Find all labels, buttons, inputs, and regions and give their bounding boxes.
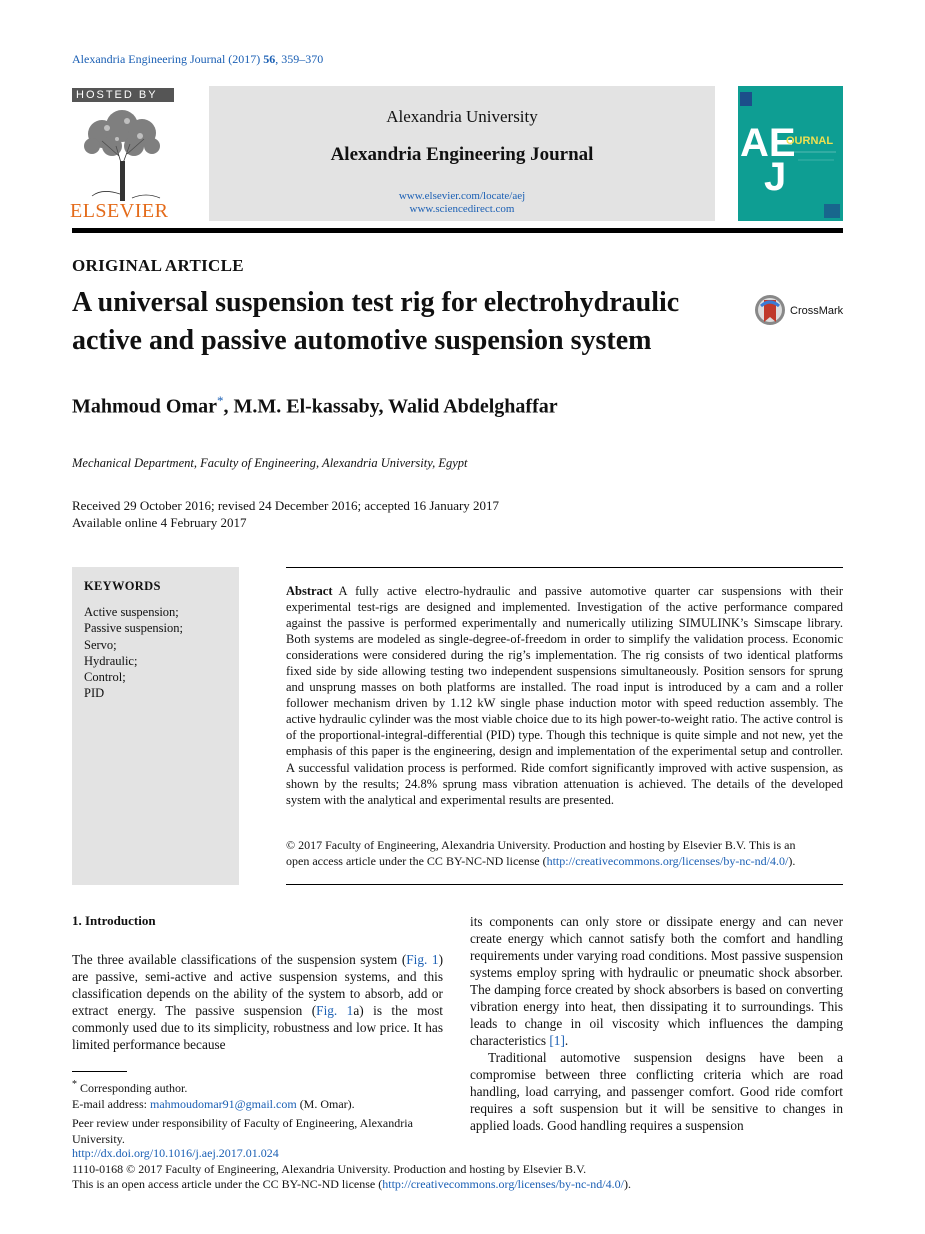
intro-left-column [72,951,443,1053]
received-dates: Received 29 October 2016; revised 24 December 2016; accepted 16 January 2017 [72,498,500,513]
available-online-date: Available online 4 February 2017 [72,515,247,530]
email-label: E-mail address: [72,1096,150,1111]
cover-ae-letters: AE [740,121,796,165]
email-suffix: (M. Omar). [296,1096,355,1111]
crossmark-icon [754,294,786,328]
abstract-copyright [286,837,843,869]
reference-1-link[interactable]: [1] [549,1033,565,1048]
intro-text: ) are passive, semi-active and active suspension systems, and this classification depends on the ability of the system to absorb, add or extract energy. The passive suspension ( [72,952,443,1018]
keywords-box [72,567,239,885]
keyword-item: Servo; [84,637,117,652]
journal-reference[interactable] [72,52,323,67]
keyword-item: Control; [84,670,126,685]
journal-cover-art-icon [738,86,843,221]
intro-paragraph: Traditional automotive suspension designs have been a compromise between three conflicting criteria which are road handling, load carrying, and passenger comfort. Good ride comfort requires a soft suspension but it will be sensitive to changes in applied loads. Good handling requires a suspension [470,1050,843,1133]
doi-link[interactable]: http://dx.doi.org/10.1016/j.aej.2017.01.024 [72,1146,279,1160]
keywords-list [84,604,183,702]
introduction-heading: 1. Introduction [72,913,156,928]
article-dates [72,497,499,531]
footnotes [72,1077,443,1147]
figure-1-link[interactable]: Fig. 1 [406,952,439,967]
license-close: ). [788,854,796,868]
author-email-link[interactable]: mahmoudomar91@gmail.com [149,1096,297,1111]
footnote-rule [72,1071,127,1072]
journal-header [72,86,843,222]
license-line [286,853,843,869]
intro-text: a) is the most commonly used due to its simplicity, robustness and low price. It has limited performance because [72,1003,443,1052]
article-title: A universal suspension test rig for electrohydraulic active and passive automotive suspension system [72,287,680,356]
journal-title-box [209,86,715,221]
keyword-item: Hydraulic; [84,653,138,668]
affiliation: Mechanical Department, Faculty of Engineering, Alexandria University, Egypt [72,456,468,470]
email-footnote [72,1097,443,1113]
journal-ref-text[interactable]: Alexandria Engineering Journal (2017) [72,52,264,66]
abstract-rule-bottom [286,884,843,885]
footnote-mark: * [72,1079,77,1090]
cover-journal-word: OURNAL [786,135,834,147]
abstract [286,583,843,808]
figure-1a-link[interactable]: Fig. 1 [316,1003,354,1018]
copyright-line: © 2017 Faculty of Engineering, Alexandria University. Production and hosting by Elsevier B.V. This is an [286,838,796,852]
peer-review-note: Peer review under responsibility of Faculty of Engineering, Alexandria University. [72,1116,413,1146]
section-label: ORIGINAL ARTICLE [72,256,244,275]
crossmark-label: CrossMark [790,305,844,317]
elsevier-journal-link[interactable]: www.elsevier.com/locate/aej [398,190,526,202]
intro-paragraph [470,913,843,1049]
university-name: Alexandria University [386,107,538,126]
cover-j-letter: J [764,155,787,199]
hosted-by-label: HOSTED BY [72,88,174,102]
journal-title: Alexandria Engineering Journal [330,144,594,165]
corresponding-footnote [72,1077,443,1097]
author-others: , M.M. El-kassaby, Walid Abdelghaffar [223,395,558,418]
abstract-label: Abstract [286,584,333,598]
footer-license-link[interactable]: http://creativecommons.org/licenses/by-nc-nd/4.0/ [382,1177,624,1191]
keyword-item: Passive suspension; [84,621,183,636]
keywords-title: KEYWORDS [84,579,161,593]
intro-right-column [470,913,843,1134]
abstract-text: A fully active electro-hydraulic and passive automotive quarter car suspensions with their experimental test-rigs are designed and implemented. Investigation of the active performance compared against the passive is performed experimentally and numerically utilizing SIMULINK’s Simscape library. Both systems are modeled as single-degree-of-freedom in order to simplify the validation process. Economic considerations were considered during the rig’s implementation. The rig consists of two identical platforms fixed side by side allowing testing two independent suspensions simultaneously. Position sensors for sprung and unsprung masses on both platforms are installed. The road input is introduced by a cam and a roller follower mechanism driven by 1.12 kW single phase induction motor with speed reduction assembly. The active hydraulic cylinder was the most viable choice due to its high power-to-weight ratio. The active control is of the proportional-integral-differential (PID) type. Though this technique is quite simple and not new, yet the emphasis of this paper is the engineering, design and implementation of the experimental setup and controller. A successful validation process is performed. Ride comfort significantly improved with active suspension, as shown by the results; 24.8% sprung mass vibration attenuation is achieved. The details of the developed system with the analytical and experimental results are presented. [286,584,843,807]
elsevier-tree-logo-icon [72,106,170,206]
issn-line: 1110-0168 © 2017 Faculty of Engineering, Alexandria University. Production and hosting by Elsevier B.V. [72,1161,587,1176]
page-footer [72,1146,843,1193]
author-list [72,393,558,419]
crossmark-badge[interactable] [754,294,844,328]
intro-text: The three available classifications of the suspension system ( [72,952,407,967]
journal-pages[interactable]: , 359–370 [275,52,324,66]
abstract-rule-top [286,567,843,568]
journal-volume[interactable]: 56 [263,52,276,66]
intro-text: its components can only store or dissipate energy and can never create energy which cannot satisfy both the comfort and handling requirements under varying road conditions. Most passive suspension systems employ spring with hydraulic or pneumatic shock absorber. The damping force created by shock absorbers is based on converting vibration energy into heat, then dissipating it to surroundings. This leads to change in oil viscosity which influences the damping characteristics [470,914,843,1048]
header-rule [72,228,843,233]
keyword-item: PID [84,686,105,701]
license-link[interactable]: http://creativecommons.org/licenses/by-nc-nd/4.0/ [546,854,789,868]
footer-license-close: ). [623,1177,631,1191]
journal-cover-thumbnail[interactable] [738,86,843,221]
corresponding-label: Corresponding author. [80,1081,188,1095]
keyword-item: Active suspension; [84,605,179,619]
intro-text: . [564,1033,569,1048]
license-text: open access article under the CC BY-NC-ND license ( [286,854,547,868]
corresponding-author-mark[interactable]: * [217,393,224,408]
sciencedirect-link[interactable]: www.sciencedirect.com [409,203,515,215]
footer-license-line [72,1177,843,1193]
elsevier-wordmark: ELSEVIER [70,200,169,222]
author-first: Mahmoud Omar [72,395,217,418]
footer-license-text: This is an open access article under the CC BY-NC-ND license ( [72,1177,383,1191]
